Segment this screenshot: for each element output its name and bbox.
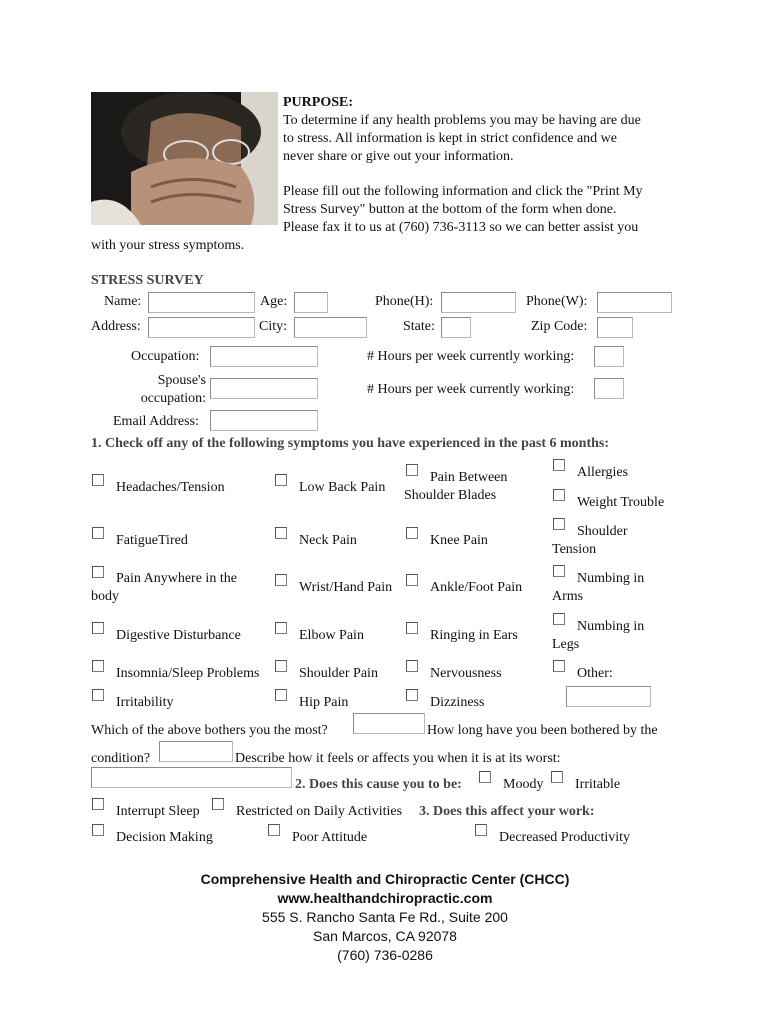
low-back-pain-label: Low Back Pain: [299, 480, 386, 495]
irritable-checkbox[interactable]: [551, 771, 563, 783]
purpose-text: never share or give out your information.: [283, 149, 514, 164]
question-1-title: 1. Check off any of the following symptoms you have experienced in the past 6 months:: [91, 436, 609, 451]
spouse-occupation-label: Spouse's: [157, 373, 206, 388]
neck-pain-label: Neck Pain: [299, 533, 357, 548]
wrist-hand-pain-checkbox[interactable]: [275, 574, 287, 586]
clinic-name: Comprehensive Health and Chiropractic Center (CHCC): [200, 871, 570, 887]
email-label: Email Address:: [113, 414, 199, 429]
numbing-arms-label: Numbing in: [577, 571, 645, 586]
allergies-label: Allergies: [577, 465, 629, 480]
interrupt-sleep-checkbox[interactable]: [92, 798, 104, 810]
digestive-checkbox[interactable]: [92, 622, 104, 634]
purpose-heading: PURPOSE:: [283, 95, 353, 110]
pain-between-shoulders-label: Shoulder Blades: [404, 488, 497, 503]
purpose-text: To determine if any health problems you may be having are due: [283, 113, 641, 128]
state-field[interactable]: [441, 317, 471, 338]
ringing-ears-checkbox[interactable]: [406, 622, 418, 634]
instructions-text: Please fill out the following information and click the "Print My: [283, 184, 643, 199]
insomnia-label: Insomnia/Sleep Problems: [116, 666, 260, 681]
zip-field[interactable]: [597, 317, 633, 338]
moody-label: Moody: [503, 777, 544, 792]
name-label: Name:: [104, 294, 142, 309]
digestive-label: Digestive Disturbance: [116, 628, 241, 643]
dizziness-checkbox[interactable]: [406, 689, 418, 701]
weight-trouble-checkbox[interactable]: [553, 489, 565, 501]
age-label: Age:: [260, 294, 288, 309]
hip-pain-label: Hip Pain: [299, 695, 349, 710]
spouse-hours-field[interactable]: [594, 378, 624, 399]
elbow-pain-label: Elbow Pain: [299, 628, 364, 643]
how-long-label: How long have you been bothered by the: [427, 723, 658, 738]
interrupt-sleep-label: Interrupt Sleep: [116, 804, 200, 819]
headaches-checkbox[interactable]: [92, 474, 104, 486]
instructions-text: Stress Survey" button at the bottom of the form when done.: [283, 202, 617, 217]
nervousness-label: Nervousness: [430, 666, 502, 681]
address-field[interactable]: [148, 317, 255, 338]
describe-label: Describe how it feels or affects you when it is at its worst:: [235, 751, 561, 766]
headaches-label: Headaches/Tension: [116, 480, 225, 495]
city-field[interactable]: [294, 317, 367, 338]
phone-work-label: Phone(W):: [526, 294, 588, 309]
spouse-occupation-field[interactable]: [210, 378, 318, 399]
numbing-arms-label: Arms: [552, 589, 584, 604]
weight-trouble-label: Weight Trouble: [577, 495, 665, 510]
neck-pain-checkbox[interactable]: [275, 527, 287, 539]
phone-home-field[interactable]: [441, 292, 516, 313]
clinic-website: www.healthandchiropractic.com: [277, 890, 493, 906]
hip-pain-checkbox[interactable]: [275, 689, 287, 701]
other-label: Other:: [577, 666, 613, 681]
poor-attitude-checkbox[interactable]: [268, 824, 280, 836]
pain-between-shoulders-checkbox[interactable]: [406, 464, 418, 476]
insomnia-checkbox[interactable]: [92, 660, 104, 672]
zip-label: Zip Code:: [531, 319, 588, 334]
clinic-address: San Marcos, CA 92078: [313, 928, 457, 944]
restricted-activities-label: Restricted on Daily Activities: [236, 804, 403, 819]
shoulder-tension-checkbox[interactable]: [553, 518, 565, 530]
numbing-legs-label: Numbing in: [577, 619, 645, 634]
moody-checkbox[interactable]: [479, 771, 491, 783]
decision-making-label: Decision Making: [116, 830, 213, 845]
shoulder-pain-label: Shoulder Pain: [299, 666, 378, 681]
low-back-pain-checkbox[interactable]: [275, 474, 287, 486]
pain-anywhere-label: Pain Anywhere in the: [116, 571, 237, 586]
restricted-activities-checkbox[interactable]: [212, 798, 224, 810]
decision-making-checkbox[interactable]: [92, 824, 104, 836]
bothers-most-label: Which of the above bothers you the most?: [91, 723, 328, 738]
decreased-productivity-label: Decreased Productivity: [499, 830, 631, 845]
name-field[interactable]: [148, 292, 255, 313]
phone-home-label: Phone(H):: [375, 294, 434, 309]
shoulder-tension-label: Tension: [552, 542, 597, 557]
numbing-legs-label: Legs: [552, 637, 580, 652]
other-field[interactable]: [566, 686, 651, 707]
ankle-foot-pain-checkbox[interactable]: [406, 574, 418, 586]
shoulder-tension-label: Shoulder: [577, 524, 628, 539]
occupation-label: Occupation:: [131, 349, 200, 364]
pain-anywhere-checkbox[interactable]: [92, 566, 104, 578]
irritable-label: Irritable: [575, 777, 621, 792]
dizziness-label: Dizziness: [430, 695, 485, 710]
shoulder-pain-checkbox[interactable]: [275, 660, 287, 672]
phone-work-field[interactable]: [597, 292, 672, 313]
stressed-person-photo: [91, 92, 278, 225]
bothers-most-field[interactable]: [353, 713, 425, 734]
clinic-phone: (760) 736-0286: [337, 947, 433, 963]
how-long-field[interactable]: [159, 741, 233, 762]
allergies-checkbox[interactable]: [553, 459, 565, 471]
wrist-hand-pain-label: Wrist/Hand Pain: [299, 580, 393, 595]
email-field[interactable]: [210, 410, 318, 431]
describe-field[interactable]: [91, 767, 292, 788]
decreased-productivity-checkbox[interactable]: [475, 824, 487, 836]
numbing-arms-checkbox[interactable]: [553, 565, 565, 577]
question-3-title: 3. Does this affect your work:: [419, 804, 595, 819]
question-2-title: 2. Does this cause you to be:: [295, 777, 462, 792]
irritability-checkbox[interactable]: [92, 689, 104, 701]
ringing-ears-label: Ringing in Ears: [430, 628, 518, 643]
instructions-text: Please fax it to us at (760) 736-3113 so we can better assist you: [283, 220, 639, 235]
numbing-legs-checkbox[interactable]: [553, 613, 565, 625]
pain-anywhere-label: body: [91, 589, 119, 604]
fatigue-label: FatigueTired: [116, 533, 188, 548]
hours-label: # Hours per week currently working:: [367, 349, 575, 364]
survey-title: STRESS SURVEY: [91, 273, 204, 288]
state-label: State:: [403, 319, 435, 334]
poor-attitude-label: Poor Attitude: [292, 830, 368, 845]
instructions-text: with your stress symptoms.: [91, 238, 245, 253]
occupation-field[interactable]: [210, 346, 318, 367]
hours-field[interactable]: [594, 346, 624, 367]
irritability-label: Irritability: [116, 695, 174, 710]
city-label: City:: [259, 319, 288, 334]
clinic-address: 555 S. Rancho Santa Fe Rd., Suite 200: [262, 909, 508, 925]
elbow-pain-checkbox[interactable]: [275, 622, 287, 634]
spouse-hours-label: # Hours per week currently working:: [367, 382, 575, 397]
purpose-text: to stress. All information is kept in strict confidence and we: [283, 131, 617, 146]
pain-between-shoulders-label: Pain Between: [430, 470, 508, 485]
ankle-foot-pain-label: Ankle/Foot Pain: [430, 580, 523, 595]
other-checkbox[interactable]: [553, 660, 565, 672]
knee-pain-label: Knee Pain: [430, 533, 488, 548]
address-label: Address:: [91, 319, 141, 334]
fatigue-checkbox[interactable]: [92, 527, 104, 539]
age-field[interactable]: [294, 292, 328, 313]
spouse-occupation-label: occupation:: [140, 391, 206, 406]
nervousness-checkbox[interactable]: [406, 660, 418, 672]
condition-label: condition?: [91, 751, 151, 766]
knee-pain-checkbox[interactable]: [406, 527, 418, 539]
